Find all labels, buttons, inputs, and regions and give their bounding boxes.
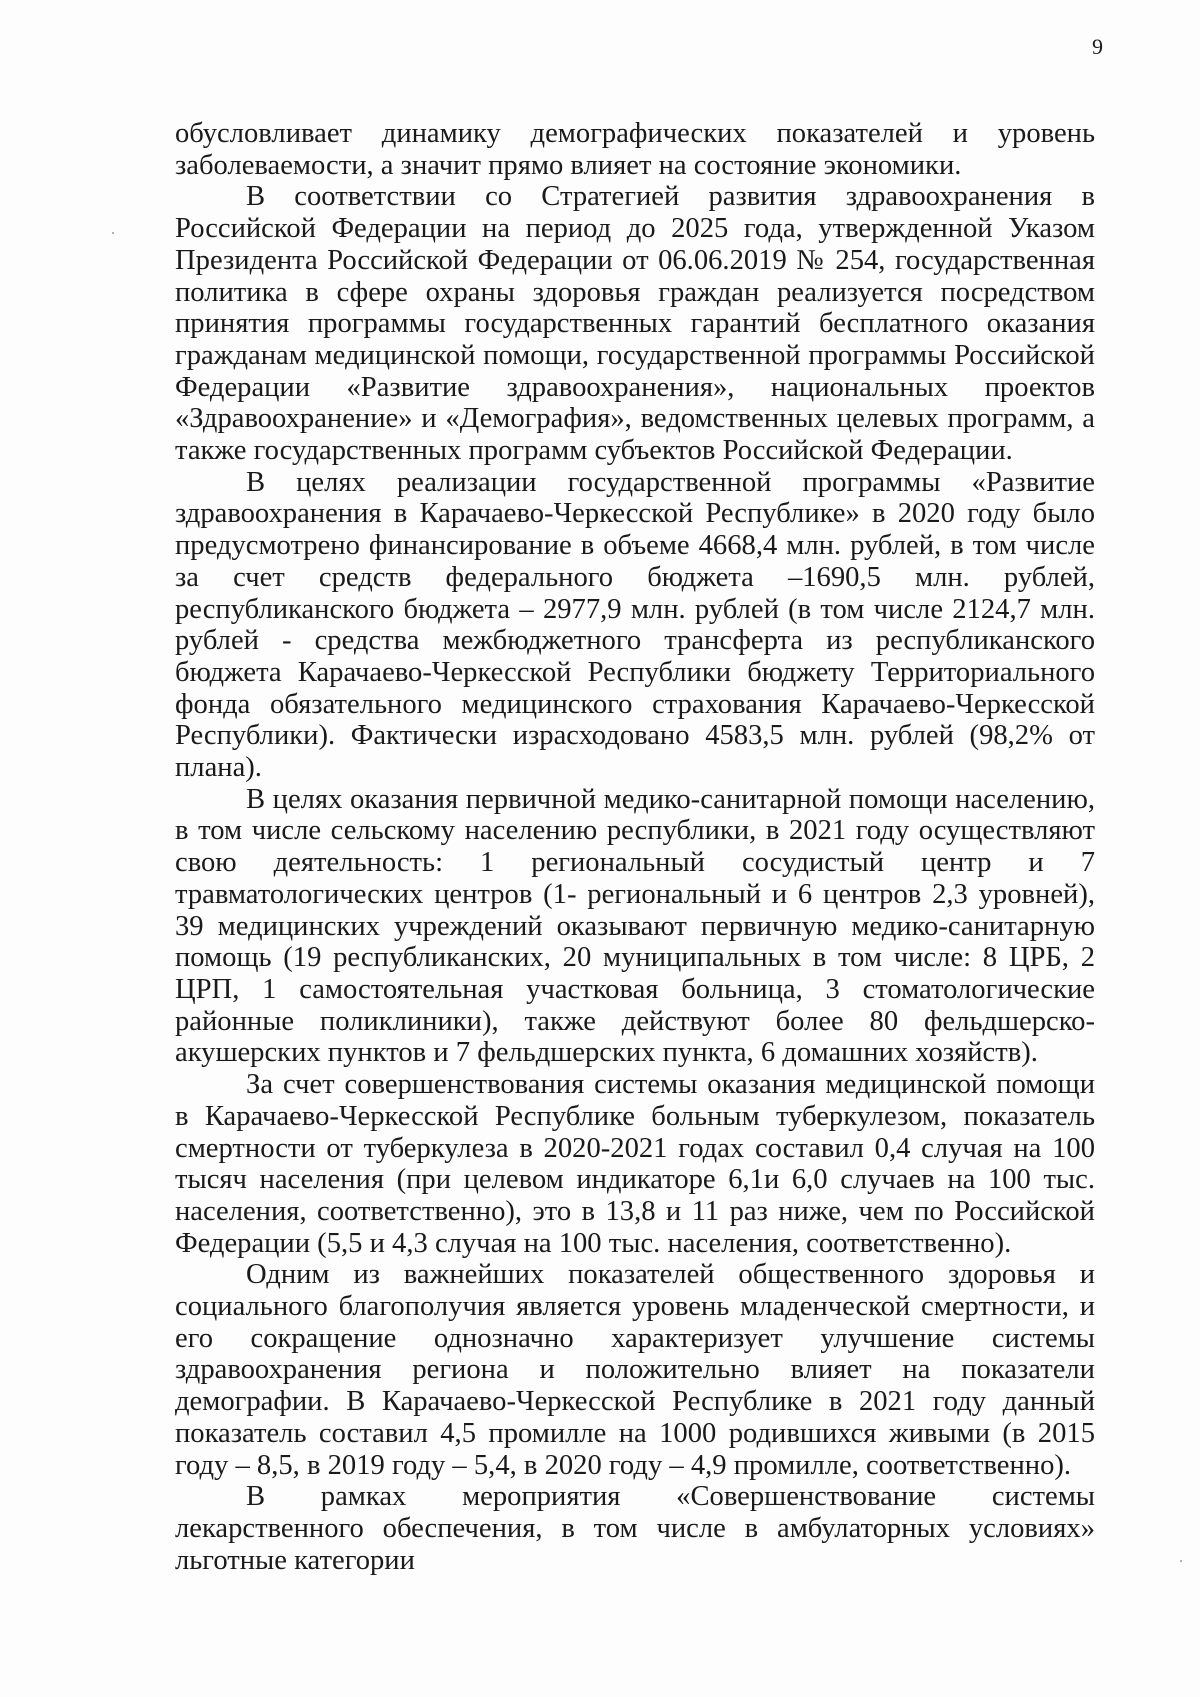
paragraph-drug-provision: В рамках мероприятия «Совершенствование системы лекарственного обеспечения, в том числе в амбулаторных условиях» льготные категории xyxy=(175,1481,1095,1576)
paragraph-tuberculosis: За счет совершенствования системы оказания медицинской помощи в Карачаево-Черкесской Республике больным туберкулезом, показатель смертности от туберкулеза в 2020-2021 годах составил 0,4 случая на 100 тысяч населения (при целевом индикаторе 6,1и 6,0 случаев на 100 тыс. населения, соответственно), это в 13,8 и 11 раз ниже, чем по Российской Федерации (5,5 и 4,3 случая на 100 тыс. населения, соответственно). xyxy=(175,1069,1095,1259)
paragraph-infant-mortality: Одним из важнейших показателей общественного здоровья и социального благополучия является уровень младенческой смертности, и его сокращение однозначно характеризует улучшение системы здравоохранения региона и положительно влияет на показатели демографии. В Карачаево-Черкесской Республике в 2021 году данный показатель составил 4,5 промилле на 1000 родившихся живыми (в 2015 году – 8,5, в 2019 году – 5,4, в 2020 году – 4,9 промилле, соответственно). xyxy=(175,1259,1095,1481)
document-body xyxy=(175,118,1095,1576)
paragraph-health-strategy: В соответствии со Стратегией развития здравоохранения в Российской Федерации на период до 2025 года, утвержденной Указом Президента Российской Федерации от 06.06.2019 № 254, государственная политика в сфере охраны здоровья граждан реализуется посредством принятия программы государственных гарантий бесплатного оказания гражданам медицинской помощи, государственной программы Российской Федерации «Развитие здравоохранения», национальных проектов «Здравоохранение» и «Демография», ведомственных целевых программ, а также государственных программ субъектов Российской Федерации. xyxy=(175,181,1095,467)
paragraph-primary-care: В целях оказания первичной медико-санитарной помощи населению, в том числе сельскому населению республики, в 2021 году осуществляют свою деятельность: 1 региональный сосудистый центр и 7 травматологических центров (1- региональный и 6 центров 2,3 уровней), 39 медицинских учреждений оказывают первичную медико-санитарную помощь (19 республиканских, 20 муниципальных в том числе: 8 ЦРБ, 2 ЦРП, 1 самостоятельная участковая больница, 3 стоматологические районные поликлиники), также действуют более 80 фельдшерско-акушерских пунктов и 7 фельдшерских пункта, 6 домашних хозяйств). xyxy=(175,783,1095,1069)
scan-speck xyxy=(112,232,114,234)
scan-speck xyxy=(1180,1560,1182,1562)
paragraph-program-financing: В целях реализации государственной программы «Развитие здравоохранения в Карачаево-Черкесской Республике» в 2020 году было предусмотрено финансирование в объеме 4668,4 млн. рублей, в том числе за счет средств федерального бюджета –1690,5 млн. рублей, республиканского бюджета – 2977,9 млн. рублей (в том числе 2124,7 млн. рублей - средства межбюджетного трансферта из республиканского бюджета Карачаево-Черкесской Республики бюджету Территориального фонда обязательного медицинского страхования Карачаево-Черкесской Республики). Фактически израсходовано 4583,5 млн. рублей (98,2% от плана). xyxy=(175,466,1095,784)
paragraph-continuation: обусловливает динамику демографических показателей и уровень заболеваемости, а значит прямо влияет на состояние экономики. xyxy=(175,118,1095,181)
page-number: 9 xyxy=(1092,34,1103,59)
